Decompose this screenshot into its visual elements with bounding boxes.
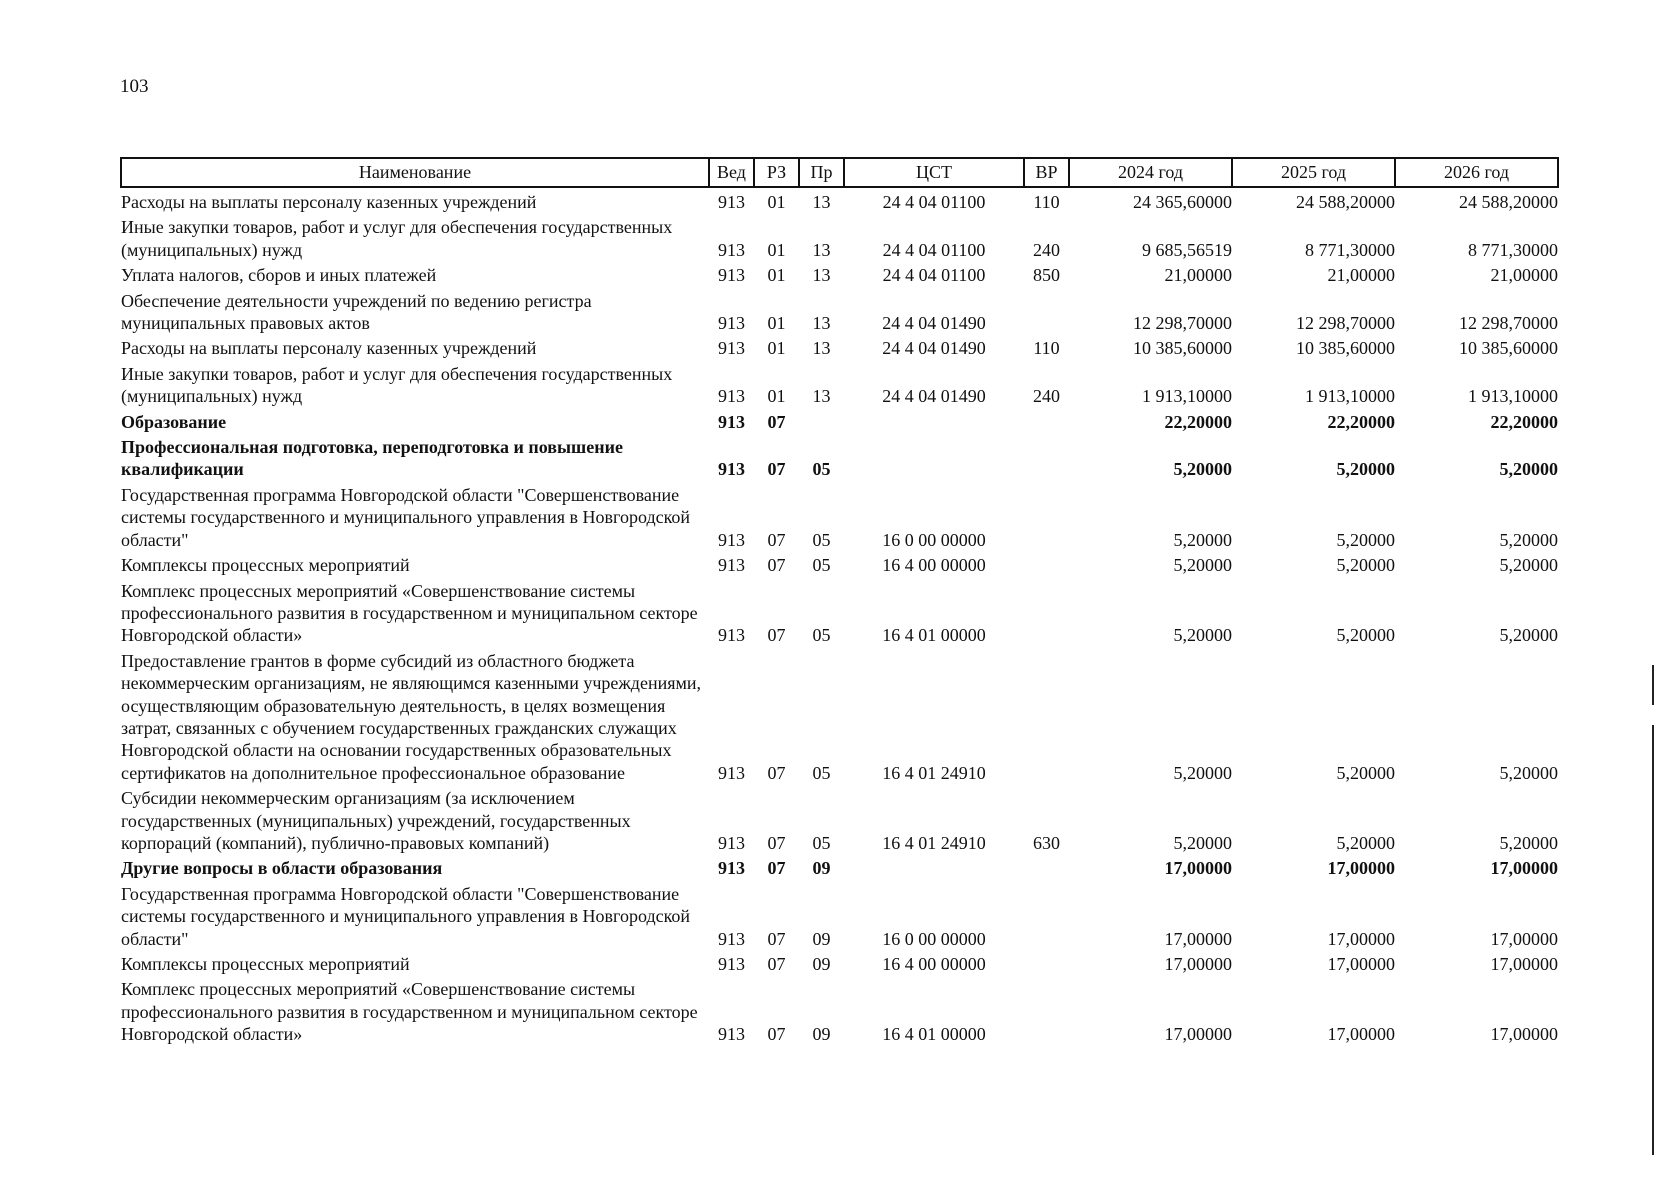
cell-y2026: 24 588,20000: [1459, 192, 1558, 212]
cell-rz: 07: [767, 1024, 786, 1045]
cell-ved: 913: [718, 192, 745, 212]
cell-y2026: 5,20000: [1499, 762, 1558, 783]
cell-name: Другие вопросы в области образования: [121, 858, 443, 879]
cell-ved: 913: [718, 386, 745, 407]
budget-table: [120, 157, 1559, 1046]
cell-ved: 913: [718, 529, 745, 550]
cell-cst: [844, 854, 1024, 879]
cell-y2026: 22,20000: [1490, 411, 1558, 432]
cell-vr: 110: [1033, 192, 1060, 212]
cell-vr: [1024, 481, 1069, 551]
cell-vr: 240: [1033, 386, 1060, 407]
cell-y2025: 12 298,70000: [1296, 313, 1395, 334]
cell-pr: 05: [812, 832, 831, 853]
cell-rz: 07: [767, 762, 786, 783]
cell-y2025: 1 913,10000: [1305, 386, 1395, 407]
cell-name: Государственная программа Новгородской области "Совершенствование системы государственного и муниципального управления в Новгородской области": [121, 883, 691, 949]
cell-y2024: 5,20000: [1173, 555, 1232, 576]
cell-pr: 09: [812, 858, 831, 879]
cell-ved: 913: [718, 338, 745, 359]
table-row: [121, 551, 1558, 576]
cell-name: Субсидии некоммерческим организациям (за исключением государственных (муниципальных) учреждений, государственных корпораций (компаний), публично-правовых компаний): [121, 788, 631, 853]
table-row: [121, 975, 1558, 1045]
table-body: [121, 187, 1558, 1046]
cell-vr: [1024, 647, 1069, 784]
cell-name: Расходы на выплаты персоналу казенных учреждений: [121, 192, 537, 212]
cell-y2026: 17,00000: [1490, 858, 1558, 879]
cell-cst: 16 4 01 24910: [882, 762, 986, 783]
cell-y2026: 12 298,70000: [1459, 313, 1558, 334]
cell-ved: 913: [718, 625, 745, 646]
cell-y2025: 5,20000: [1336, 555, 1395, 576]
cell-rz: 01: [767, 313, 786, 334]
cell-y2024: 17,00000: [1164, 954, 1232, 974]
cell-name: Уплата налогов, сборов и иных платежей: [121, 265, 437, 286]
cell-vr: [1024, 880, 1069, 950]
cell-ved: 913: [718, 313, 745, 334]
cell-y2025: 8 771,30000: [1305, 239, 1395, 260]
cell-vr: 110: [1033, 338, 1060, 359]
cell-y2025: 5,20000: [1336, 459, 1395, 480]
cell-y2026: 21,00000: [1490, 265, 1558, 286]
cell-pr: 09: [812, 954, 831, 974]
cell-y2026: 17,00000: [1490, 928, 1558, 949]
cell-name: Комплексы процессных мероприятий: [121, 555, 410, 576]
cell-y2024: 5,20000: [1173, 459, 1232, 480]
table-row: [121, 334, 1558, 359]
cell-ved: 913: [718, 858, 745, 879]
header-2026: 2026 год: [1395, 158, 1558, 187]
cell-pr: 13: [812, 239, 831, 260]
cell-rz: 01: [767, 338, 786, 359]
table-row: [121, 950, 1558, 975]
cell-y2026: 17,00000: [1490, 954, 1558, 974]
cell-rz: 01: [767, 192, 786, 212]
cell-vr: 240: [1033, 239, 1060, 260]
cell-pr: 13: [812, 192, 831, 212]
cell-rz: 07: [767, 555, 786, 576]
cell-cst: 16 4 01 00000: [882, 625, 986, 646]
cell-name: Иные закупки товаров, работ и услуг для обеспечения государственных (муниципальных) нужд: [121, 363, 673, 407]
cell-cst: 24 4 04 01490: [882, 338, 986, 359]
cell-y2025: 22,20000: [1327, 411, 1395, 432]
header-name: Наименование: [121, 158, 709, 187]
table-row: [121, 408, 1558, 433]
cell-rz: 01: [767, 239, 786, 260]
cell-cst: 24 4 04 01490: [882, 313, 986, 334]
cell-y2026: 5,20000: [1499, 625, 1558, 646]
cell-y2026: 5,20000: [1499, 459, 1558, 480]
cell-y2026: 5,20000: [1499, 555, 1558, 576]
cell-y2024: 21,00000: [1164, 265, 1232, 286]
header-rz: РЗ: [754, 158, 799, 187]
cell-y2026: 5,20000: [1499, 529, 1558, 550]
cell-cst: 24 4 04 01100: [882, 192, 986, 212]
cell-cst: 16 0 00 00000: [882, 928, 986, 949]
cell-y2024: 5,20000: [1173, 832, 1232, 853]
cell-rz: 07: [767, 529, 786, 550]
cell-pr: 13: [812, 313, 831, 334]
cell-vr: [1024, 408, 1069, 433]
table-row: [121, 854, 1558, 879]
cell-pr: 13: [812, 338, 831, 359]
cell-y2024: 24 365,60000: [1133, 192, 1232, 212]
header-2025: 2025 год: [1232, 158, 1395, 187]
table-row: [121, 213, 1558, 261]
cell-ved: 913: [718, 265, 745, 286]
cell-ved: 913: [718, 1024, 745, 1045]
cell-ved: 913: [718, 239, 745, 260]
cell-name: Расходы на выплаты персоналу казенных учреждений: [121, 338, 537, 359]
header-vr: ВР: [1024, 158, 1069, 187]
cell-y2025: 24 588,20000: [1296, 192, 1395, 212]
cell-cst: 24 4 04 01490: [882, 386, 986, 407]
cell-pr: 05: [812, 762, 831, 783]
cell-y2024: 17,00000: [1164, 858, 1232, 879]
table-row: [121, 784, 1558, 854]
cell-vr: [1024, 950, 1069, 975]
cell-y2025: 17,00000: [1327, 954, 1395, 974]
cell-rz: 01: [767, 265, 786, 286]
cell-cst: 16 4 01 24910: [882, 832, 986, 853]
cell-y2024: 17,00000: [1164, 1024, 1232, 1045]
scan-edge-mark: [1652, 665, 1654, 705]
cell-rz: 01: [767, 386, 786, 407]
cell-y2024: 10 385,60000: [1133, 338, 1232, 359]
cell-rz: 07: [767, 954, 786, 974]
cell-y2025: 17,00000: [1327, 928, 1395, 949]
cell-vr: [1024, 287, 1069, 335]
cell-name: Профессиональная подготовка, переподготовка и повышение квалификации: [121, 437, 623, 480]
cell-ved: 913: [718, 762, 745, 783]
cell-y2025: 5,20000: [1336, 832, 1395, 853]
cell-cst: [844, 408, 1024, 433]
cell-rz: 07: [767, 459, 786, 480]
table-row: [121, 577, 1558, 647]
cell-ved: 913: [718, 832, 745, 853]
cell-name: Комплекс процессных мероприятий «Совершенствование системы профессионального развития в государственном и муниципальном секторе Новгородской области»: [121, 979, 698, 1045]
cell-y2024: 17,00000: [1164, 928, 1232, 949]
cell-cst: 16 0 00 00000: [882, 529, 986, 550]
table-row: [121, 261, 1558, 286]
cell-y2024: 5,20000: [1173, 529, 1232, 550]
cell-ved: 913: [718, 954, 745, 974]
cell-pr: 09: [812, 928, 831, 949]
cell-pr: 13: [812, 265, 831, 286]
cell-y2026: 1 913,10000: [1468, 386, 1558, 407]
cell-rz: 07: [767, 625, 786, 646]
cell-y2025: 5,20000: [1336, 529, 1395, 550]
header-cst: ЦСТ: [844, 158, 1024, 187]
cell-y2024: 12 298,70000: [1133, 313, 1232, 334]
cell-name: Предоставление грантов в форме субсидий из областного бюджета некоммерческим организациям, не являющимся казенными учреждениями, осуществляющим образовательную деятельность, в целях возмещения затрат, связанных с обучением государственных гражданских служащих Новгородской области на основании государственных образовательных сертификатов на дополнительное профессиональное образование: [121, 650, 702, 783]
cell-name: Комплексы процессных мероприятий: [121, 954, 410, 974]
cell-y2025: 17,00000: [1327, 1024, 1395, 1045]
cell-y2024: 5,20000: [1173, 762, 1232, 783]
cell-name: Комплекс процессных мероприятий «Совершенствование системы профессионального развития в государственном и муниципальном секторе Новгородской области»: [121, 580, 698, 646]
cell-vr: [1024, 577, 1069, 647]
table-row: [121, 880, 1558, 950]
cell-y2025: 17,00000: [1327, 858, 1395, 879]
page-number: 103: [120, 76, 149, 97]
cell-pr: 05: [812, 529, 831, 550]
cell-cst: 16 4 01 00000: [882, 1024, 986, 1045]
cell-vr: [1024, 975, 1069, 1045]
cell-vr: 850: [1033, 265, 1060, 286]
table-row: [121, 481, 1558, 551]
cell-vr: [1024, 854, 1069, 879]
cell-pr: 13: [812, 386, 831, 407]
cell-vr: [1024, 551, 1069, 576]
cell-name: Обеспечение деятельности учреждений по ведению регистра муниципальных правовых актов: [121, 290, 592, 334]
cell-rz: 07: [767, 858, 786, 879]
cell-y2024: 5,20000: [1173, 625, 1232, 646]
cell-pr: 09: [812, 1024, 831, 1045]
cell-rz: 07: [767, 832, 786, 853]
cell-vr: [1024, 433, 1069, 481]
cell-vr: 630: [1033, 832, 1060, 853]
cell-y2025: 5,20000: [1336, 625, 1395, 646]
header-pr: Пр: [799, 158, 844, 187]
cell-name: Государственная программа Новгородской области "Совершенствование системы государственного и муниципального управления в Новгородской области": [121, 484, 691, 550]
cell-rz: 07: [767, 411, 786, 432]
scan-edge-mark: [1652, 725, 1654, 1155]
cell-y2025: 21,00000: [1327, 265, 1395, 286]
cell-ved: 913: [718, 459, 745, 480]
cell-cst: 16 4 00 00000: [882, 555, 986, 576]
cell-name: Образование: [121, 411, 227, 432]
cell-y2024: 9 685,56519: [1142, 239, 1232, 260]
cell-y2026: 8 771,30000: [1468, 239, 1558, 260]
cell-ved: 913: [718, 411, 745, 432]
cell-y2026: 17,00000: [1490, 1024, 1558, 1045]
cell-pr: 05: [812, 459, 831, 480]
header-2024: 2024 год: [1069, 158, 1232, 187]
cell-y2024: 1 913,10000: [1142, 386, 1232, 407]
cell-y2026: 5,20000: [1499, 832, 1558, 853]
cell-ved: 913: [718, 928, 745, 949]
cell-cst: [844, 433, 1024, 481]
cell-ved: 913: [718, 555, 745, 576]
cell-pr: 05: [812, 625, 831, 646]
table-row: [121, 360, 1558, 408]
table-row: [121, 647, 1558, 784]
cell-cst: 24 4 04 01100: [882, 239, 986, 260]
cell-y2025: 10 385,60000: [1296, 338, 1395, 359]
cell-pr: [799, 408, 844, 433]
table-row: [121, 187, 1558, 213]
cell-name: Иные закупки товаров, работ и услуг для обеспечения государственных (муниципальных) нужд: [121, 217, 673, 260]
cell-y2025: 5,20000: [1336, 762, 1395, 783]
cell-y2026: 10 385,60000: [1459, 338, 1558, 359]
header-ved: Вед: [709, 158, 754, 187]
cell-cst: 16 4 00 00000: [882, 954, 986, 974]
cell-rz: 07: [767, 928, 786, 949]
table-row: [121, 433, 1558, 481]
cell-y2024: 22,20000: [1164, 411, 1232, 432]
cell-pr: 05: [812, 555, 831, 576]
table-header: [121, 158, 1558, 187]
table-row: [121, 287, 1558, 335]
cell-cst: 24 4 04 01100: [882, 265, 986, 286]
